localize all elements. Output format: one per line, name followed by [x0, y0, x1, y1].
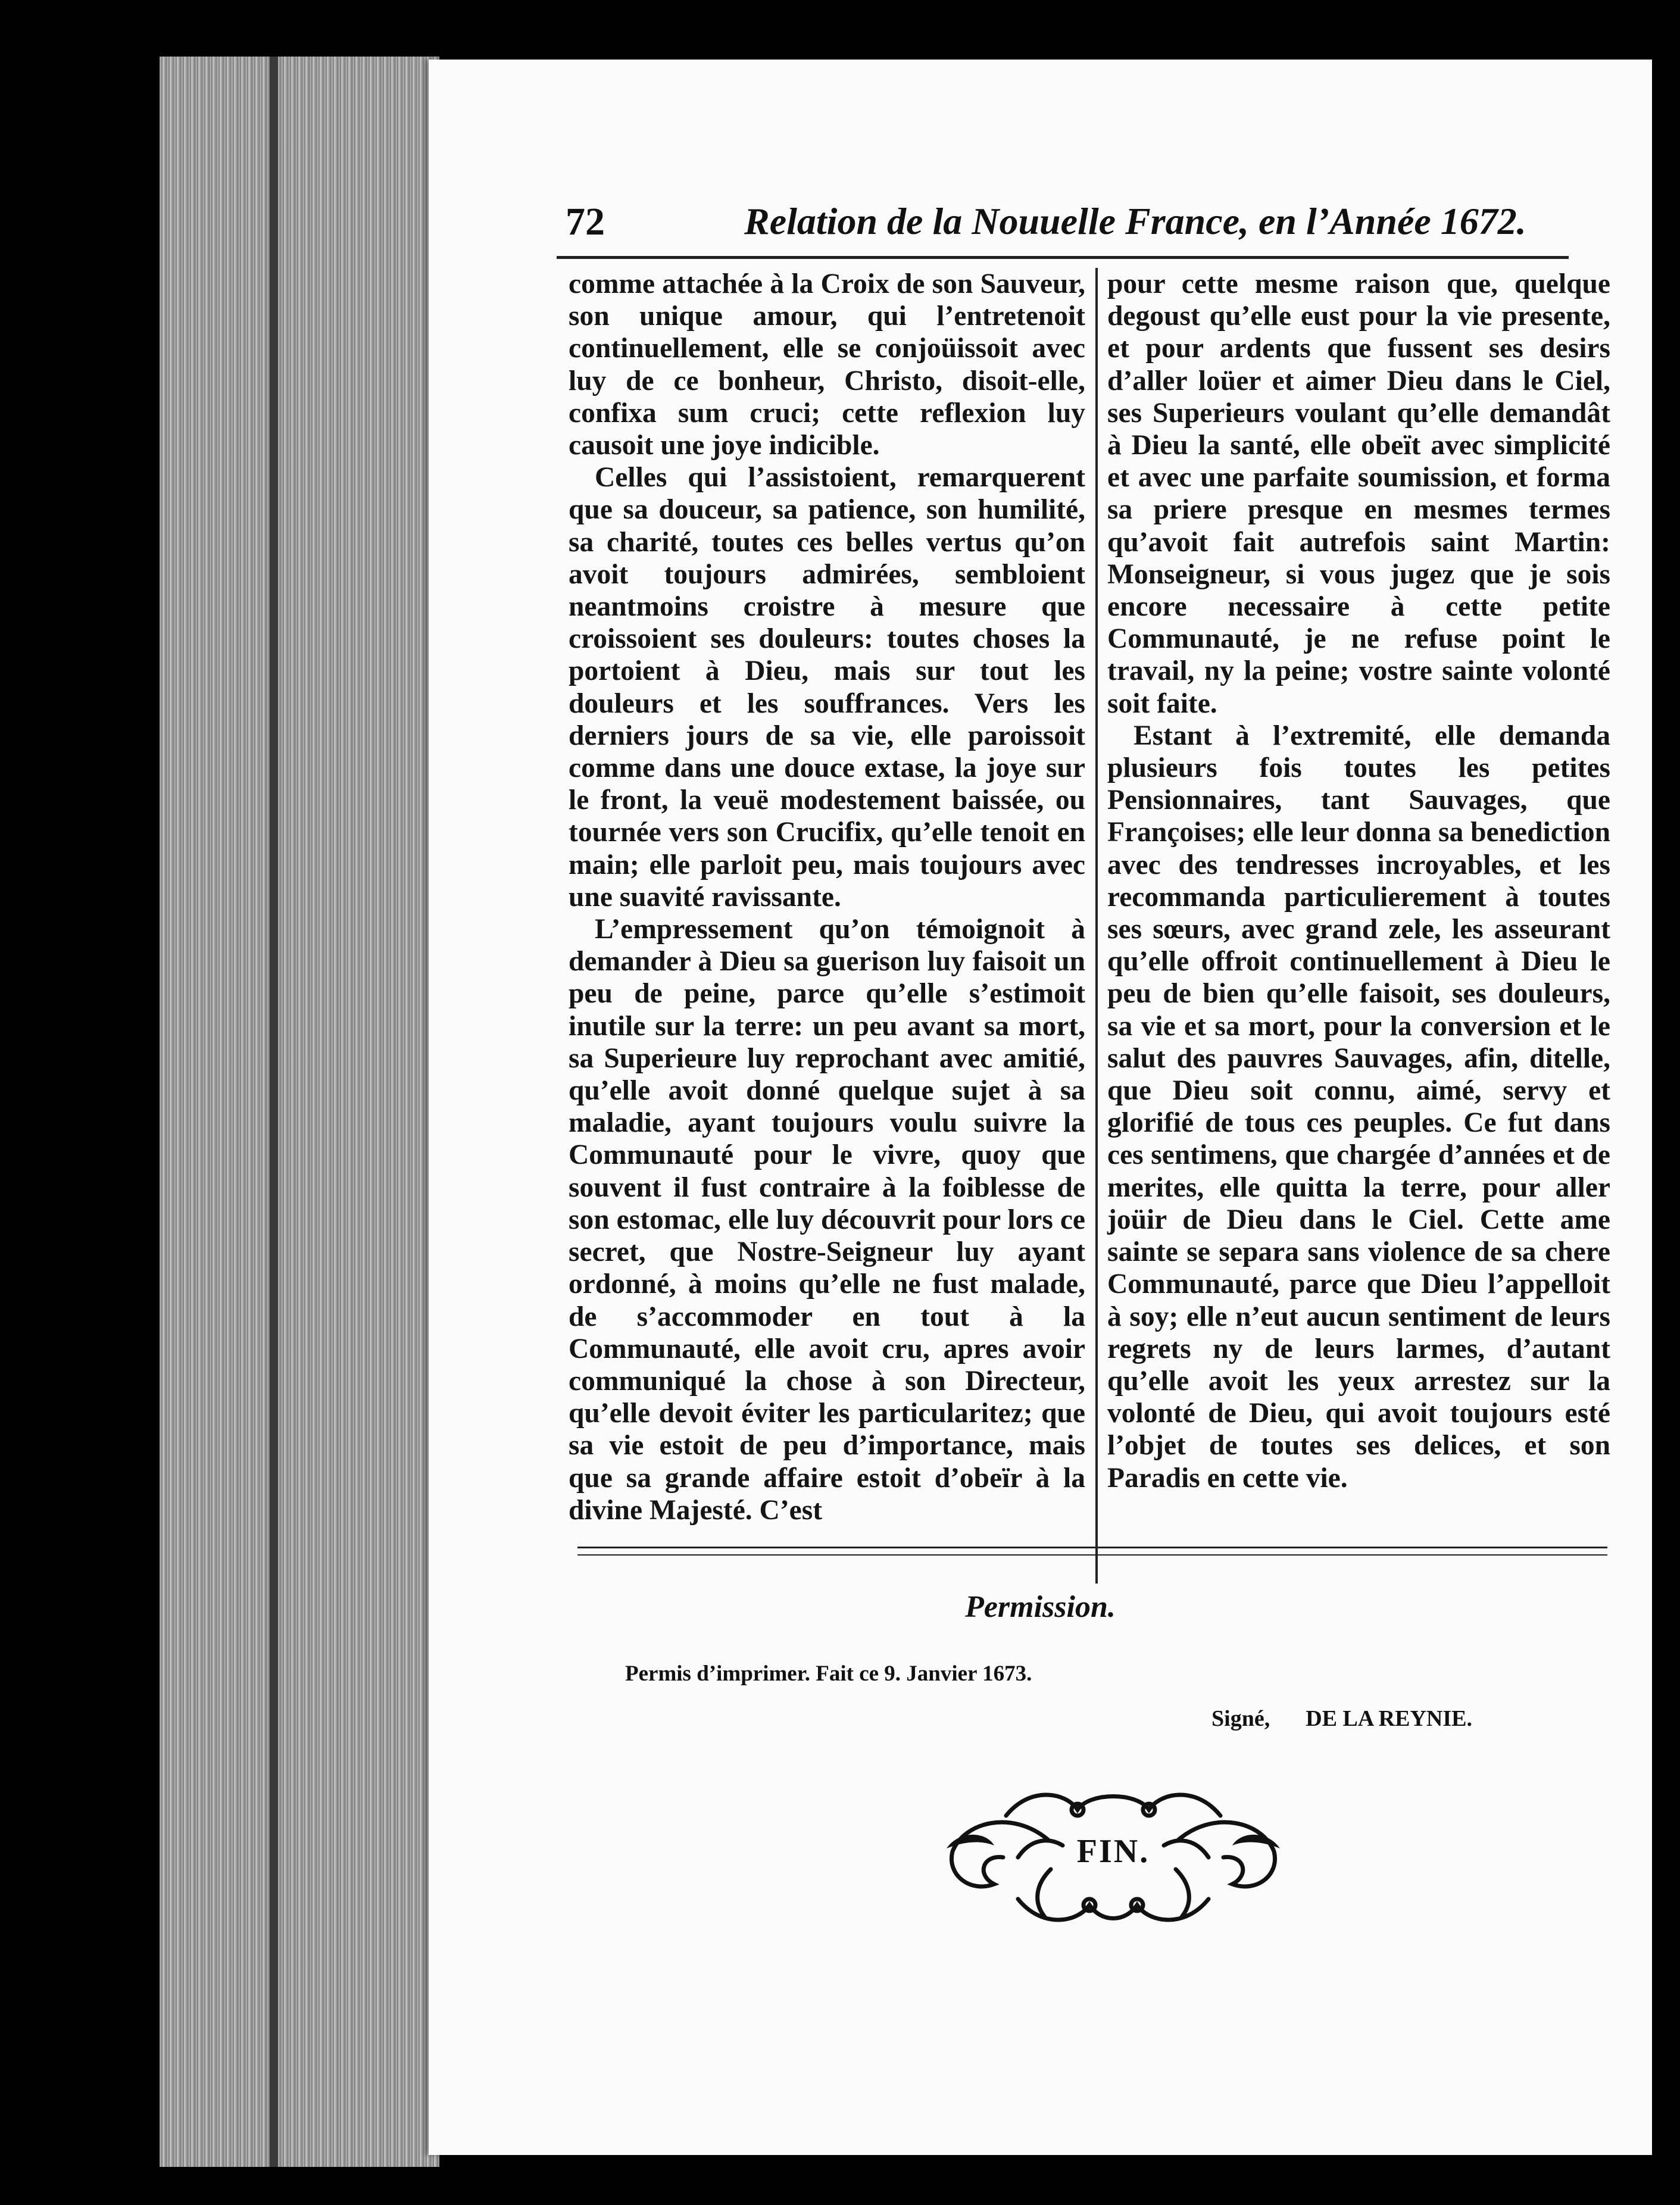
fin-label: FIN. [1076, 1833, 1150, 1870]
permission-heading: Permission. [965, 1590, 1116, 1624]
imprimatur-line: Permis d’imprimer. Fait ce 9. Janvier 1673. [625, 1661, 1032, 1686]
signed-name: DE LA REYNIE. [1306, 1706, 1472, 1731]
paragraph: Estant à l’extremité, elle demanda plusieurs fois toutes les petites Pensionnaires, tant Sauvages, que Françoises; elle leur donna sa benediction avec des tendresses incroyables, et les recommanda particulierement à toutes ses sœurs, avec grand zele, les asseurant qu’elle offroit continuellement à Dieu le peu de bien qu’elle faisoit, ses douleurs, sa vie et sa mort, pour la conversion et le salut des pauvres Sauvages, afin, ditelle, que Dieu soit connu, aimé, servy et glorifié de tous ces peuples. Ce fut dans ces sentimens, que chargée d’années et de merites, elle quitta la terre, pour aller joüir de Dieu dans le Ciel. Cette ame sainte se separa sans violence de sa chere Communauté, parce que Dieu l’appelloit à soy; elle n’eut aucun sentiment de leurs regrets ny de leurs larmes, d’autant qu’elle avoit les yeux arrestez sur la volonté de Dieu, qui avoit toujours esté l’objet de toutes ses delices, et son Paradis en cette vie. [1107, 720, 1610, 1494]
page-number: 72 [566, 200, 605, 243]
fin-scroll-ornament-icon [929, 1774, 1298, 1941]
signature-line [1211, 1706, 1472, 1732]
book-page [429, 60, 1652, 2155]
section-rule [577, 1547, 1607, 1556]
column-divider [1095, 268, 1098, 1584]
paragraph: Celles qui l’assistoient, remarquerent que sa douceur, sa patience, son humilité, sa charité, toutes ces belles vertus qu’on avoit toujours admirées, sembloient neantmoins croistre à mesure que croissoient ses douleurs: toutes choses la portoient à Dieu, mais sur tout les douleurs et les souffrances. Vers les derniers jours de sa vie, elle paroissoit comme dans une douce extase, la joye sur le front, la veuë modestement baissée, ou tournée vers son Crucifix, qu’elle tenoit en main; elle parloit peu, mais toujours avec une suavité ravissante. [569, 462, 1085, 913]
page-header [566, 199, 1566, 253]
running-head: Relation de la Nouuelle France, en l’Année 1672. [744, 200, 1526, 242]
paragraph: L’empressement qu’on témoignoit à demander à Dieu sa guerison luy faisoit un peu de peine, parce qu’elle s’estimoit inutile sur la terre: un peu avant sa mort, sa Superieure luy reprochant avec amitié, qu’elle avoit donné quelque sujet à sa maladie, ayant toujours voulu suivre la Communauté pour le vivre, quoy que souvent il fust contraire à la foiblesse de son estomac, elle luy découvrit pour lors ce secret, que Nostre-Seigneur luy ayant ordonné, à moins qu’elle ne fust malade, de s’accommoder en tout à la Communauté, elle avoit cru, apres avoir communiqué la chose à son Directeur, qu’elle devoit éviter les particularitez; que sa vie estoit de peu d’importance, mais que sa grande affaire estoit d’obeïr à la divine Majesté. C’est [569, 914, 1085, 1526]
right-column [1107, 268, 1610, 1494]
paragraph: pour cette mesme raison que, quelque degoust qu’elle eust pour la vie presente, et pour ardents que fussent ses desirs d’aller loüer et aimer Dieu dans le Ciel, ses Superieurs voulant qu’elle demandât à Dieu la santé, elle obeït avec simplicité et avec une parfaite soumission, et forma sa priere presque en mesmes termes qu’avoit fait autrefois saint Martin: Monseigneur, si vous jugez que je sois encore necessaire à cette petite Communauté, je ne refuse point le travail, ny la peine; vostre sainte volonté soit faite. [1107, 268, 1610, 719]
paragraph: comme attachée à la Croix de son Sauveur, son unique amour, qui l’entretenoit continuellement, elle se conjoüissoit avec luy de ce bonheur, Christo, disoit-elle, confixa sum cruci; cette reflexion luy causoit une joye indicible. [569, 268, 1085, 461]
signed-label: Signé, [1211, 1706, 1270, 1731]
left-column [569, 268, 1085, 1526]
book-page-edges [160, 57, 439, 2167]
header-rule [557, 256, 1569, 259]
